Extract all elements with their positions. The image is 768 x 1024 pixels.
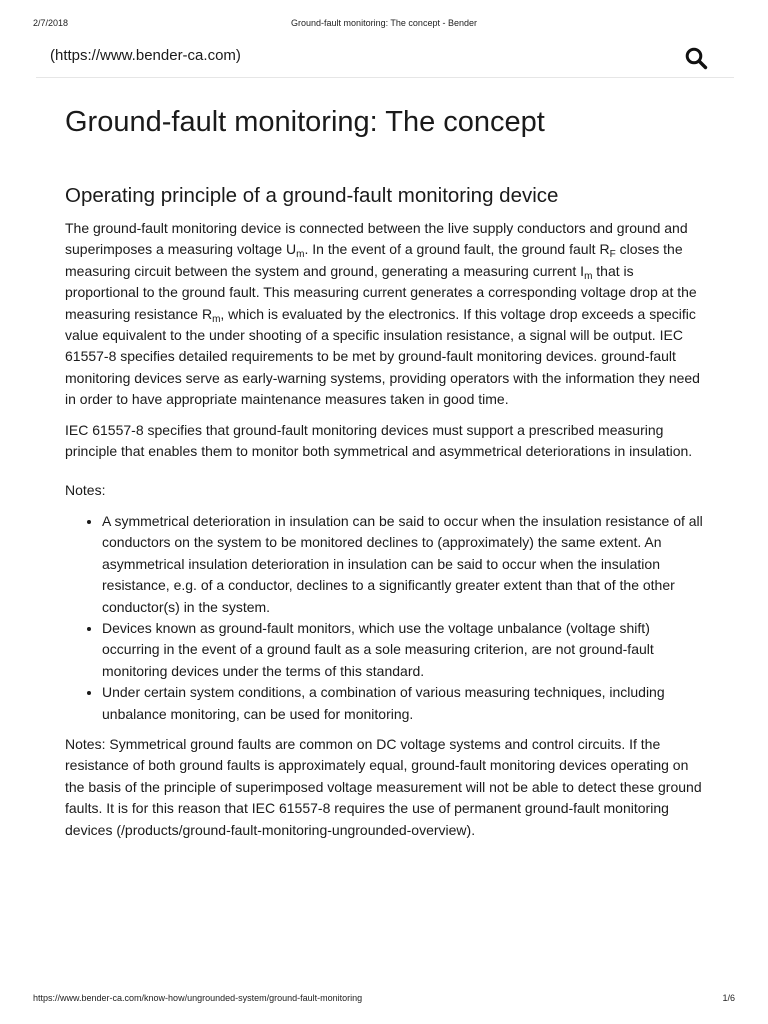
list-item: • Devices known as ground-fault monitors, which use the voltage unbalance (voltage shift) occurring in the event of a ground fault as a sole measuring criterion, are not ground-fault monitoring devices under the terms of this standard. xyxy=(102,618,705,682)
page-number: 1/6 xyxy=(722,993,735,1003)
print-header xyxy=(33,18,735,30)
page-title: Ground-fault monitoring: The concept xyxy=(65,106,545,138)
para-text: The ground-fault monitoring device is connected between the live supply conductors and ground and superimposes a measuring voltage U xyxy=(65,220,688,258)
print-footer xyxy=(33,993,735,1005)
print-url: https://www.bender-ca.com/know-how/ungrounded-system/ground-fault-monitoring xyxy=(33,993,363,1003)
site-home-link[interactable]: (https://www.bender-ca.com) xyxy=(50,47,241,64)
subscript-m: m xyxy=(584,270,593,282)
notes-label: Notes: xyxy=(65,482,106,499)
article-content xyxy=(65,104,705,850)
site-header-bar xyxy=(36,37,734,78)
section-heading: Operating principle of a ground-fault monitoring device xyxy=(65,184,559,207)
symmetrical-faults-paragraph: Notes: Symmetrical ground faults are common on DC voltage systems and control circuits. If the resistance of both ground faults is approximately equal, ground-fault monitoring devices operating on the basis of the principle of superimposed voltage measurement will not be able to detect these ground faults. It is for this reason that IEC 61557-8 requires the use of permanent ground-fault monitoring devices (/products/ground-fault-monitoring-ungrounded-overview). xyxy=(65,735,702,838)
search-icon xyxy=(684,46,708,70)
subscript-f: F xyxy=(609,249,616,261)
operating-principle-paragraph xyxy=(65,218,705,411)
search-button[interactable] xyxy=(684,46,708,70)
notes-list xyxy=(65,511,705,725)
para-text: that is proportional to the ground fault. This measuring current generates a corresponding voltage drop at the measuring resistance R xyxy=(65,262,697,322)
print-document-title: Ground-fault monitoring: The concept - Bender xyxy=(291,18,477,28)
para-text: , which is evaluated by the electronics. If this voltage drop exceeds a specific value equivalent to the under shooting of a specific insulation resistance, a signal will be output. IEC 61557-8 specifies detailed requirements to be met by ground-fault monitoring devices. ground-fault monitoring devices serve as early-warning systems, providing operators with the information they need in order to have appropriate maintenance measures taken in good time. xyxy=(65,305,700,408)
print-date: 2/7/2018 xyxy=(33,18,69,28)
subscript-m: m xyxy=(296,249,305,261)
list-item: • A symmetrical deterioration in insulation can be said to occur when the insulation resistance of all conductors on the system to be monitored declines to (approximately) the same extent. An asymmetrical insulation deterioration in insulation can be said to occur when the insulation resistance, e.g. of a conductor, declines to a significantly greater extent than that of the other conductor(s) in the system. xyxy=(102,511,705,618)
para-text: . In the event of a ground fault, the ground fault R xyxy=(304,241,610,258)
iec-requirement-paragraph: IEC 61557-8 specifies that ground-fault monitoring devices must support a prescribed measuring principle that enables them to monitor both symmetrical and asymmetrical deteriorations in insulation. xyxy=(65,421,693,460)
list-item: • Under certain system conditions, a combination of various measuring techniques, including unbalance monitoring, can be used for monitoring. xyxy=(102,682,705,725)
para-text: closes the measuring circuit between the system and ground, generating a measuring current I xyxy=(65,241,683,279)
subscript-m: m xyxy=(212,313,221,325)
